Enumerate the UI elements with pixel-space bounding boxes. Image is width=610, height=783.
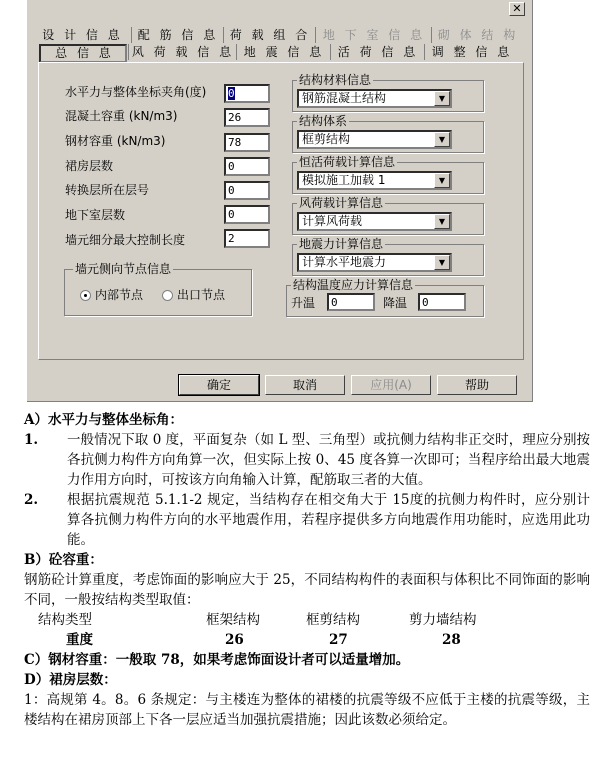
wind-load-group-title: 风荷载计算信息: [299, 196, 384, 210]
steel-density-label: 钢材容重 (kN/m3): [65, 134, 166, 148]
dead-live-load-group: [292, 155, 484, 194]
wind-load-group: [292, 196, 484, 235]
explanation-document: [24, 410, 590, 730]
section-d-text: 1：高规第 4。8。6 条规定：与主楼连为整体的裙楼的抗震等级不应低于主楼的抗震等级，主楼结构在裙房顶部上下各一层应适当加强抗震措施；因此该数必须给定。: [24, 692, 590, 728]
material-group: [292, 73, 484, 112]
dead-live-load-group-title: 恒活荷载计算信息: [299, 155, 396, 169]
tab-design-info[interactable]: 设 计 信 息: [42, 28, 123, 42]
density-table-header: 结构类型 框架结构 框剪结构 剪力墙结构: [38, 612, 477, 628]
density-table-row: 重度 26 27 28: [66, 632, 461, 648]
system-group-title: 结构体系: [299, 114, 348, 128]
system-select[interactable]: 框剪结构 ▼: [297, 130, 452, 149]
concrete-density-label: 混凝土容重 (kN/m3): [65, 109, 178, 123]
wall-element-length-input[interactable]: 2: [224, 229, 270, 248]
section-a-item-1: 1. 一般情况下取 0 度，平面复杂（如 L 型、三角型）或抗侧力结构非正交时，理应分别按各抗侧力构件方向角算一次，但实际上按 0、45 度各算一次即可；当程序给出最大地震力作用方向时，可按该方向角输入计算，配筋取三者的大值。: [24, 432, 590, 488]
cancel-button[interactable]: 取消: [265, 375, 345, 395]
radio-checked-icon: [80, 290, 91, 301]
temp-drop-input[interactable]: 0: [418, 293, 466, 311]
section-b-text: 钢筋砼计算重度，考虑饰面的影响应大于 25，不同结构构件的表面积与体积比不同饰面的影响不同，一般按结构类型取值：: [24, 572, 590, 608]
internal-node-radio[interactable]: 内部节点: [80, 288, 143, 302]
tab-reinforcement-info[interactable]: 配 筋 信 息: [137, 28, 219, 42]
section-d-title: D）裙房层数：: [24, 672, 117, 688]
wind-load-select[interactable]: 计算风荷载 ▼: [297, 212, 452, 231]
basement-floors-label: 地下室层数: [65, 208, 126, 222]
tab-wind-load-info[interactable]: 风 荷 载 信 息: [131, 45, 235, 59]
seismic-force-select[interactable]: 计算水平地震力 ▼: [297, 253, 452, 272]
tab-live-load-info[interactable]: 活 荷 信 息: [337, 45, 419, 59]
temp-rise-input[interactable]: 0: [327, 293, 375, 311]
temp-drop-label: 降温: [383, 296, 408, 310]
material-select[interactable]: 钢筋混凝土结构 ▼: [297, 89, 452, 108]
concrete-density-input[interactable]: 26: [224, 108, 270, 127]
tab-seismic-info[interactable]: 地 震 信 息: [243, 45, 325, 59]
podium-floors-input[interactable]: 0: [224, 157, 270, 176]
seismic-force-group-title: 地震力计算信息: [299, 237, 384, 251]
help-button[interactable]: 帮助: [437, 375, 517, 395]
dropdown-arrow-icon[interactable]: ▼: [434, 255, 450, 270]
dropdown-arrow-icon[interactable]: ▼: [434, 214, 450, 229]
wall-node-group: [64, 262, 252, 316]
section-b-title: B）砼容重：: [24, 552, 103, 568]
podium-floors-label: 裙房层数: [65, 159, 114, 173]
dropdown-arrow-icon[interactable]: ▼: [434, 91, 450, 106]
seismic-force-group: [292, 237, 484, 276]
section-c-text: C）钢材容重：一般取 78，如果考虑饰面设计者可以适量增加。: [24, 652, 410, 668]
close-button[interactable]: ✕: [509, 2, 525, 16]
tab-basement-info[interactable]: 地 下 室 信 息: [322, 28, 426, 42]
temperature-group: [286, 278, 484, 317]
section-a-title: A）水平力与整体坐标角：: [24, 412, 183, 428]
angle-input[interactable]: 0: [224, 84, 270, 103]
dropdown-arrow-icon[interactable]: ▼: [434, 132, 450, 147]
tab-masonry-structure[interactable]: 砌 体 结 构: [437, 28, 519, 42]
title-bar: [27, 0, 532, 18]
temperature-group-title: 结构温度应力计算信息: [293, 278, 414, 292]
transfer-floor-input[interactable]: 0: [224, 181, 270, 200]
settings-dialog: [27, 0, 533, 402]
dropdown-arrow-icon[interactable]: ▼: [434, 173, 450, 188]
wall-element-length-label: 墙元细分最大控制长度: [65, 233, 186, 247]
material-group-title: 结构材料信息: [299, 73, 372, 87]
section-a-item-2: 2. 根据抗震规范 5.1.1-2 规定，当结构存在相交角大于 15度的抗侧力构件时，应分别计算各抗侧力构件方向的水平地震作用，若程序提供多方向地震作用功能时，应选用此功能。: [24, 492, 590, 548]
dead-live-load-select[interactable]: 模拟施工加载 1 ▼: [297, 171, 452, 190]
ok-button[interactable]: 确定: [179, 375, 259, 395]
radio-unchecked-icon: [162, 290, 173, 301]
system-group: [292, 114, 484, 153]
steel-density-input[interactable]: 78: [224, 133, 270, 152]
tab-adjustment-info[interactable]: 调 整 信 息: [431, 45, 513, 59]
temp-rise-label: 升温: [291, 296, 316, 310]
exit-node-radio[interactable]: 出口节点: [162, 288, 225, 302]
wall-node-group-title: 墙元侧向节点信息: [75, 262, 172, 276]
basement-floors-input[interactable]: 0: [224, 205, 270, 224]
angle-label: 水平力与整体坐标夹角(度): [65, 85, 207, 99]
tab-load-combination[interactable]: 荷 载 组 合: [229, 28, 311, 42]
tab-general-info[interactable]: 总 信 息: [39, 44, 127, 63]
apply-button[interactable]: 应用(A): [351, 375, 431, 395]
transfer-floor-label: 转换层所在层号: [65, 183, 150, 197]
